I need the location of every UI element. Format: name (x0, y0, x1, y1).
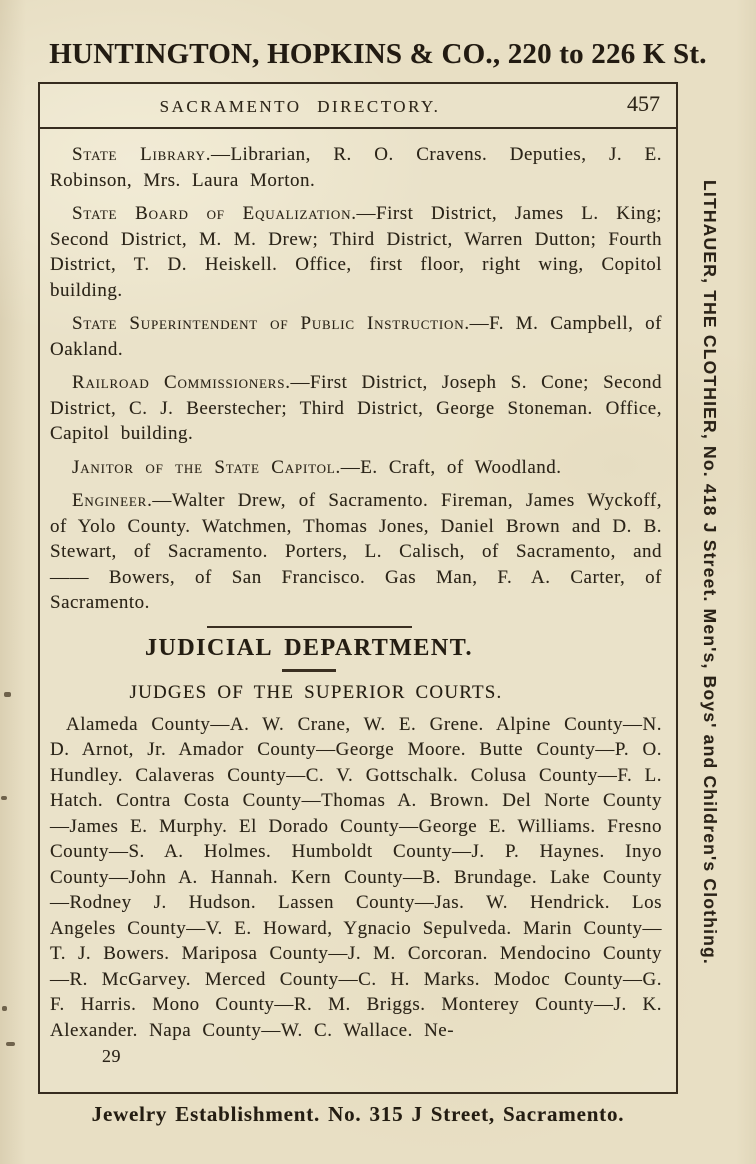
top-ad-banner: HUNTINGTON, HOPKINS & CO., 220 to 226 K St. (49, 38, 707, 70)
scan-speck (1, 796, 7, 800)
entry-heading: Railroad Commissioners (72, 372, 286, 393)
section-divider (207, 626, 412, 628)
page-content (40, 129, 676, 1070)
entry-text: .—F. M. Campbell, of Oakland. (50, 313, 662, 360)
directory-entry (50, 370, 662, 447)
entry-heading: Engineer (72, 490, 148, 511)
directory-entry (50, 201, 662, 303)
entry-heading: Janitor of the State Capitol (72, 456, 336, 478)
section-title: JUDICIAL DEPARTMENT. (145, 634, 473, 661)
entry-text: .—First District, James L. King; Second District, M. M. Drew; Third District, Warren Dutton; Fourth District, T. D. Heiskell. Office, first floor, right wing, Copitol building. (50, 203, 663, 301)
running-head-title: SACRAMENTO DIRECTORY. (159, 97, 441, 116)
directory-entry (50, 455, 662, 481)
entry-text: .—First District, Joseph S. Cone; Second District, C. J. Beerstecher; Third District, George Stoneman. Office, Capitol building. (50, 372, 662, 444)
subsection-title: JUDGES OF THE SUPERIOR COURTS. (129, 682, 503, 703)
directory-entry (50, 488, 662, 616)
entry-heading: State Library (72, 144, 206, 165)
entry-heading: State Board of Equalization (72, 203, 352, 224)
short-divider (282, 669, 336, 672)
sidebar-vertical-ad: LITHAUER, THE CLOTHIER, No. 418 J Street. Men's, Boys' and Children's Clothing. (700, 180, 720, 965)
entry-text: .—Walter Drew, of Sacramento. Fireman, James Wyckoff, of Yolo County. Watchmen, Thomas Jones, Daniel Brown and D. B. Stewart, of Sacramento. Porters, L. Calisch, of Sacramento, and —— Bowers, of San Francisco. Gas Man, F. A. Carter, of Sacramento. (50, 490, 662, 613)
entry-text: .—E. Craft, of Woodland. (335, 456, 562, 478)
directory-entries (50, 142, 662, 616)
page-number: 457 (627, 91, 660, 116)
scan-speck (2, 1006, 7, 1011)
judges-paragraph: Alameda County—A. W. Crane, W. E. Grene. Alpine County—N. D. Arnot, Jr. Amador County—George Moore. Butte County—P. O. Hundley. Calaveras County—C. V. Gottschalk. Colusa County—F. L. Hatch. Contra Costa County—Thomas A. Brown. Del Norte County—James E. Murphy. El Dorado County—George E. Williams. Fresno County—S. A. Holmes. Humboldt County—J. P. Haynes. Inyo County—John A. Hannah. Kern County—B. Brundage. Lake County—Rodney J. Hudson. Lassen County—Jas. W. Hendrick. Los Angeles County—V. E. Howard, Ygnacio Sepulveda. Marin County—T. J. Bowers. Mariposa County—J. M. Corcoran. Mendocino County—R. McGarvey. Merced County—C. H. Marks. Modoc County—G. F. Harris. Mono County—R. M. Briggs. Monterey County—J. K. Alexander. Napa County—W. C. Wallace. Ne- (50, 713, 662, 1041)
scan-speck (4, 692, 11, 697)
scan-speck (6, 1042, 15, 1046)
page-frame (38, 82, 678, 1094)
directory-entry (50, 142, 662, 193)
directory-entry (50, 311, 662, 362)
bottom-ad-banner: Jewelry Establishment. No. 315 J Street, Sacramento. (91, 1102, 625, 1126)
running-head (40, 84, 676, 129)
entry-heading: State Superintendent of Public Instruction (72, 313, 465, 334)
entry-text: .—Librarian, R. O. Cravens. Deputies, J. E. Robinson, Mrs. Laura Morton. (50, 144, 663, 191)
signature-mark: 29 (102, 1046, 121, 1066)
